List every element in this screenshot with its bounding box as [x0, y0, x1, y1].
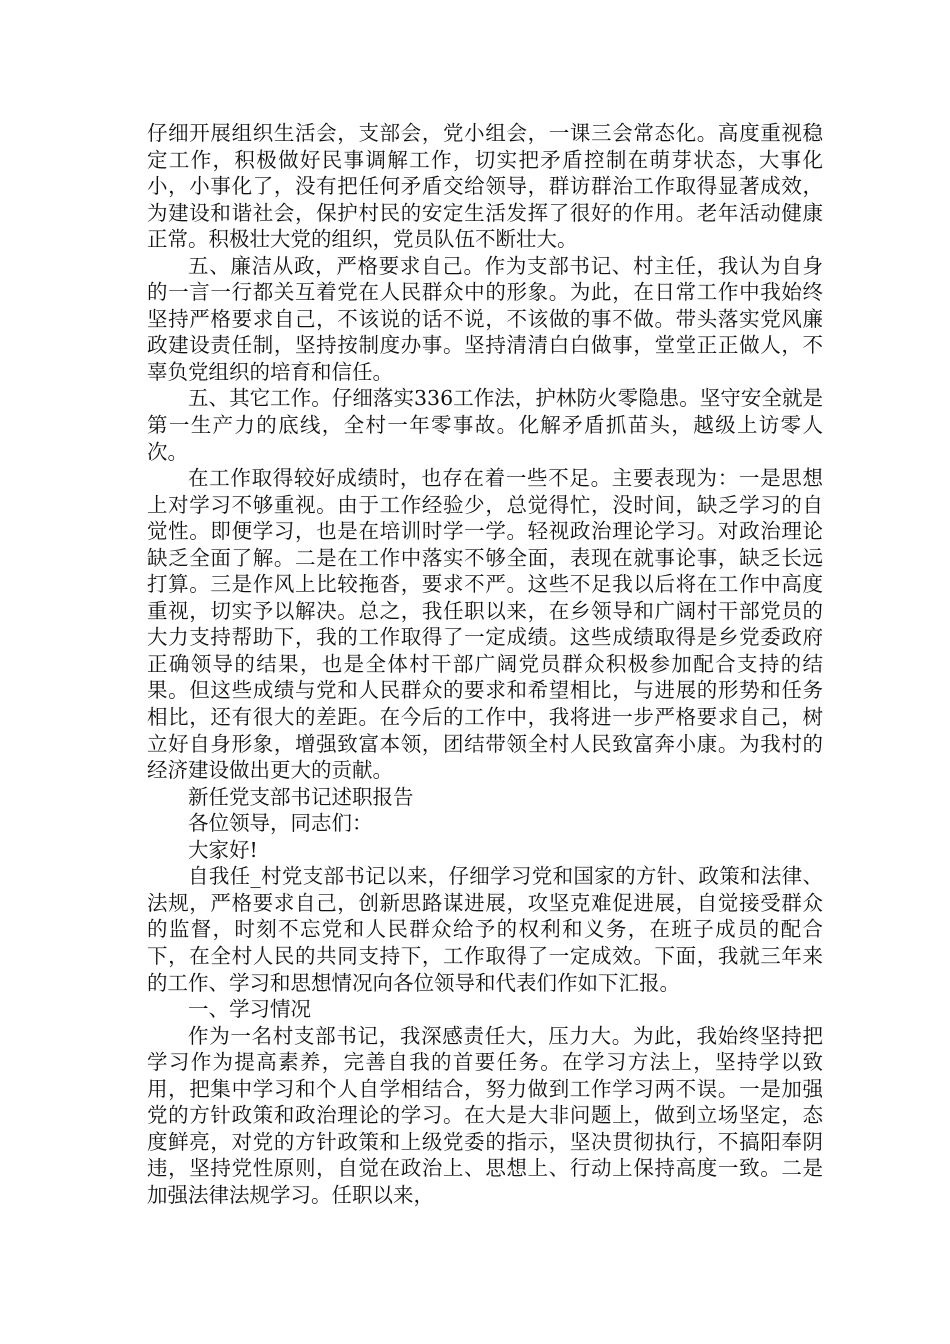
greeting: 大家好!	[188, 837, 258, 862]
paragraph-shortcomings: 在工作取得较好成绩时，也存在着一些不足。主要表现为：一是思想上对学习不够重视。由于工作经验少，总觉得忙，没时间，缺乏学习的自觉性。即便学习，也是在培训时学一学。轻视政治理论学习。对政治理论缺乏全面了解。二是在工作中落实不够全面，表现在就事论事，缺乏长远打算。三是作风上比较拖沓，要求不严。这些不足我以后将在工作中高度重视，切实予以解决。总之，我任职以来，在乡领导和广阔村干部党员的大力支持帮助下，我的工作取得了一定成绩。这些成绩取得是乡党委政府正确领导的结果，也是全体村干部广阔党员群众积极参加配合支持的结果。但这些成绩与党和人民群众的要求和希望相比，与进展的形势和任务相比，还有很大的差距。在今后的工作中，我将进一步严格要求自己，树立好自身形象，增强致富本领，团结带领全村人民致富奔小康。为我村的经济建设做出更大的贡献。	[147, 466, 823, 783]
report-title: 新任党支部书记述职报告	[188, 784, 414, 809]
paragraph-introduction: 自我任_村党支部书记以来，仔细学习党和国家的方针、政策和法律、法规，严格要求自己，创新思路谋进展，攻坚克难促进展，自觉接受群众的监督，时刻不忘党和人民群众给予的权利和义务，在班子成员的配合下，在全村人民的共同支持下，工作取得了一定成效。下面，我就三年来的工作、学习和思想情况向各位领导和代表们作如下汇报。	[147, 864, 823, 995]
paragraph-other-work: 五、其它工作。仔细落实336工作法，护林防火零隐患。坚守安全就是第一生产力的底线，全村一年零事故。化解矛盾抓苗头，越级上访零人次。	[147, 386, 823, 464]
salutation: 各位领导，同志们：	[188, 811, 373, 836]
section-heading-study: 一、学习情况	[188, 997, 311, 1022]
paragraph-integrity: 五、廉洁从政，严格要求自己。作为支部书记、村主任，我认为自身的一言一行都关互着党在人民群众中的形象。为此，在日常工作中我始终坚持严格要求自己，不该说的话不说，不该做的事不做。带头落实党风廉政建设责任制，坚持按制度办事。坚持清清白白做事，堂堂正正做人，不辜负党组织的培育和信任。	[147, 253, 823, 384]
paragraph-study: 作为一名村支部书记，我深感责任大，压力大。为此，我始终坚持把学习作为提高素养，完善自我的首要任务。在学习方法上，坚持学以致用，把集中学习和个人自学相结合，努力做到工作学习两不误。一是加强党的方针政策和政治理论的学习。在大是大非问题上，做到立场坚定，态度鲜亮，对党的方针政策和上级党委的指示，坚决贯彻执行，不搞阳奉阴违，坚持党性原则，自觉在政治上、思想上、行动上保持高度一致。二是加强法律法规学习。任职以来，	[147, 1023, 823, 1207]
paragraph-organization-life: 仔细开展组织生活会，支部会，党小组会，一课三会常态化。高度重视稳定工作，积极做好民事调解工作，切实把矛盾控制在萌芽状态，大事化小，小事化了，没有把任何矛盾交给领导，群访群治工作取得显著成效，为建设和谐社会，保护村民的安定生活发挥了很好的作用。老年活动健康正常。积极壮大党的组织，党员队伍不断壮大。	[147, 121, 823, 252]
document-body	[147, 120, 823, 1208]
